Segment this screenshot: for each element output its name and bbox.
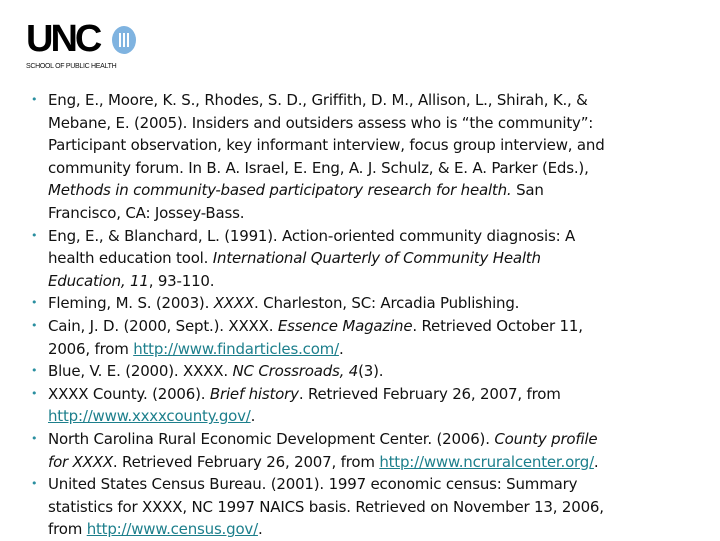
unc-logo: [26, 20, 156, 72]
reference-text: .: [257, 520, 263, 539]
reference-list: [31, 89, 711, 541]
reference-text: Participant observation, key informant interview, focus group interview, and: [48, 136, 605, 155]
reference-line: [48, 518, 711, 541]
italic-text: Brief history: [209, 384, 299, 403]
logo-subtitle: SCHOOL OF PUBLIC HEALTH: [26, 63, 117, 70]
reference-link[interactable]: http://www.ncruralcenter.org/: [379, 452, 594, 471]
reference-text: . Retrieved October 11,: [412, 316, 583, 335]
reference-text: Eng, E., & Blanchard, L. (1991). Action-oriented community diagnosis: A: [48, 226, 576, 245]
reference-line: [48, 225, 711, 248]
reference-item: [31, 383, 711, 428]
reference-text: Blue, V. E. (2000). XXXX.: [48, 362, 233, 381]
italic-text: NC Crossroads, 4: [232, 362, 359, 381]
bullet-icon: •: [31, 431, 38, 445]
reference-line: [48, 428, 711, 451]
reference-line: [48, 179, 711, 202]
reference-item: [31, 315, 711, 360]
reference-line: [48, 473, 711, 496]
reference-line: [48, 134, 711, 157]
reference-text: community forum. In B. A. Israel, E. Eng, A. J. Schulz, & E. A. Parker (Eds.),: [48, 158, 589, 177]
italic-text: XXXX: [213, 294, 255, 313]
reference-line: [48, 496, 711, 519]
reference-item: [31, 292, 711, 315]
bullet-icon: •: [31, 318, 38, 332]
bullet-icon: •: [31, 386, 38, 400]
column-icon: [112, 26, 136, 54]
reference-text: (3).: [358, 362, 384, 381]
reference-line: [48, 451, 711, 474]
logo-text: UNC: [26, 18, 100, 60]
reference-text: United States Census Bureau. (2001). 1997 economic census: Summary: [48, 475, 578, 494]
reference-item: [31, 360, 711, 383]
reference-line: [48, 292, 711, 315]
reference-text: .: [250, 407, 256, 426]
reference-text: Eng, E., Moore, K. S., Rhodes, S. D., Griffith, D. M., Allison, L., Shirah, K., &: [48, 91, 588, 109]
bullet-icon: •: [31, 93, 38, 106]
italic-text: International Quarterly of Community Health: [212, 249, 541, 268]
reference-text: . Charleston, SC: Arcadia Publishing.: [254, 294, 520, 313]
reference-text: XXXX County. (2006).: [48, 384, 210, 403]
reference-line: [48, 247, 711, 270]
reference-text: . Retrieved February 26, 2007, from: [112, 452, 380, 471]
reference-line: [48, 360, 711, 383]
reference-link[interactable]: http://www.xxxxcounty.gov/: [48, 407, 251, 426]
reference-text: 2006, from: [48, 339, 134, 358]
reference-line: [48, 315, 711, 338]
reference-line: [48, 270, 711, 293]
reference-line: [48, 202, 711, 225]
reference-text: .: [338, 339, 344, 358]
italic-text: County profile: [494, 429, 598, 448]
reference-link[interactable]: http://www.findarticles.com/: [133, 339, 339, 358]
italic-text: Education, 11: [48, 271, 149, 290]
reference-text: from: [48, 520, 87, 539]
reference-item: [31, 473, 711, 541]
reference-line: [48, 157, 711, 180]
bullet-icon: •: [31, 296, 38, 310]
bullet-icon: •: [31, 364, 38, 378]
reference-text: statistics for XXXX, NC 1997 NAICS basis. Retrieved on November 13, 2006,: [48, 497, 604, 516]
reference-text: Fleming, M. S. (2003).: [48, 294, 214, 313]
bullet-icon: •: [31, 477, 38, 491]
reference-text: Mebane, E. (2005). Insiders and outsiders assess who is “the community”:: [48, 113, 594, 132]
reference-item: [31, 225, 711, 293]
italic-text: Methods in community-based participatory research for health.: [48, 181, 512, 200]
reference-line: [48, 89, 711, 112]
reference-text: San: [511, 181, 544, 200]
reference-line: [48, 405, 711, 428]
reference-text: Cain, J. D. (2000, Sept.). XXXX.: [48, 316, 278, 335]
italic-text: for XXXX: [48, 452, 113, 471]
reference-text: .: [593, 452, 599, 471]
reference-text: Francisco, CA: Jossey-Bass.: [48, 203, 245, 222]
italic-text: Essence Magazine: [277, 316, 413, 335]
reference-item: [31, 428, 711, 473]
bullet-icon: •: [31, 228, 38, 242]
reference-text: . Retrieved February 26, 2007, from: [298, 384, 561, 403]
reference-line: [48, 112, 711, 135]
reference-line: [48, 338, 711, 361]
reference-item: [31, 89, 711, 225]
reference-text: health education tool.: [48, 249, 213, 268]
reference-text: North Carolina Rural Economic Development Center. (2006).: [48, 429, 495, 448]
reference-line: [48, 383, 711, 406]
reference-link[interactable]: http://www.census.gov/: [86, 520, 258, 539]
reference-text: , 93-110.: [148, 271, 215, 290]
